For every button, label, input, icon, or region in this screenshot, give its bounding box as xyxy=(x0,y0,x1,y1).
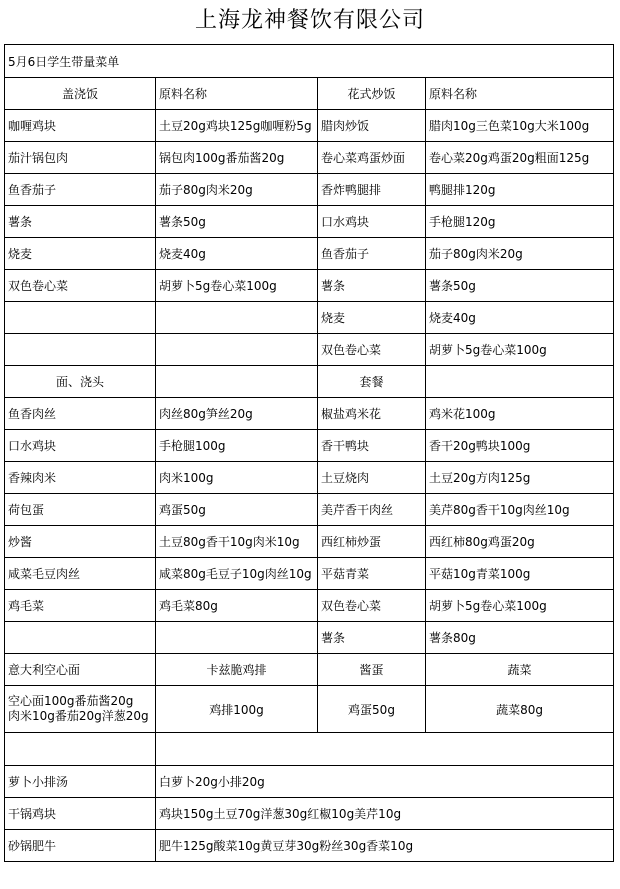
dish-name: 香炸鸭腿排 xyxy=(318,174,426,206)
table-row xyxy=(5,798,614,830)
dish-name: 茄汁锅包肉 xyxy=(5,142,156,174)
dish-ingredients: 咸菜80g毛豆子10g肉丝10g xyxy=(156,558,318,590)
dish-name xyxy=(5,622,156,654)
empty-cell xyxy=(156,366,318,398)
dish-name: 腊肉炒饭 xyxy=(318,110,426,142)
dish-name xyxy=(5,302,156,334)
dish-ingredients: 烧麦40g xyxy=(156,238,318,270)
special-header-veg: 蔬菜 xyxy=(426,654,614,686)
table-row xyxy=(5,238,614,270)
dish-name: 薯条 xyxy=(318,270,426,302)
table-row xyxy=(5,334,614,366)
dish-name: 口水鸡块 xyxy=(318,206,426,238)
dish-name xyxy=(5,334,156,366)
dish-name: 土豆烧肉 xyxy=(318,462,426,494)
dish-ingredients: 平菇10g青菜100g xyxy=(426,558,614,590)
dish-ingredients xyxy=(156,334,318,366)
dish-name: 鱼香茄子 xyxy=(318,238,426,270)
table-row xyxy=(5,622,614,654)
special-egg-value: 鸡蛋50g xyxy=(318,686,426,733)
dish-name: 西红柿炒蛋 xyxy=(318,526,426,558)
column-header-ingredients: 原料名称 xyxy=(156,78,318,110)
dish-ingredients xyxy=(156,302,318,334)
empty-cell xyxy=(426,366,614,398)
dish-name: 咸菜毛豆肉丝 xyxy=(5,558,156,590)
dish-name: 双色卷心菜 xyxy=(318,590,426,622)
dish-ingredients: 手枪腿120g xyxy=(426,206,614,238)
table-row xyxy=(5,174,614,206)
dish-ingredients: 卷心菜20g鸡蛋20g粗面125g xyxy=(426,142,614,174)
dish-name: 香辣肉米 xyxy=(5,462,156,494)
section-header-gaijiao: 盖浇饭 xyxy=(5,78,156,110)
dish-ingredients: 白萝卜20g小排20g xyxy=(156,766,614,798)
dish-ingredients: 腊肉10g三色菜10g大米100g xyxy=(426,110,614,142)
dish-ingredients: 肉丝80g笋丝20g xyxy=(156,398,318,430)
dish-ingredients: 西红柿80g鸡蛋20g xyxy=(426,526,614,558)
dish-ingredients: 土豆20g鸡块125g咖喱粉5g xyxy=(156,110,318,142)
pasta-line: 肉米10g番茄20g洋葱20g xyxy=(8,709,149,723)
table-row xyxy=(5,590,614,622)
dish-name: 鱼香茄子 xyxy=(5,174,156,206)
table-row xyxy=(5,526,614,558)
dish-ingredients: 胡萝卜5g卷心菜100g xyxy=(426,334,614,366)
dish-ingredients: 锅包肉100g番茄酱20g xyxy=(156,142,318,174)
dish-ingredients: 手枪腿100g xyxy=(156,430,318,462)
special-header-chicken: 卡兹脆鸡排 xyxy=(156,654,318,686)
dish-name: 口水鸡块 xyxy=(5,430,156,462)
table-row xyxy=(5,430,614,462)
menu-table xyxy=(4,44,614,862)
dish-name: 双色卷心菜 xyxy=(5,270,156,302)
dish-name: 荷包蛋 xyxy=(5,494,156,526)
dish-ingredients: 鸡毛菜80g xyxy=(156,590,318,622)
special-header-egg: 酱蛋 xyxy=(318,654,426,686)
empty-cell xyxy=(5,733,156,766)
menu-subtitle: 5月6日学生带量菜单 xyxy=(5,45,614,78)
dish-name: 烧麦 xyxy=(5,238,156,270)
dish-ingredients: 肉米100g xyxy=(156,462,318,494)
dish-ingredients: 薯条80g xyxy=(426,622,614,654)
dish-name: 薯条 xyxy=(318,622,426,654)
table-row xyxy=(5,206,614,238)
dish-ingredients: 肥牛125g酸菜10g黄豆芽30g粉丝30g香菜10g xyxy=(156,830,614,862)
table-row xyxy=(5,558,614,590)
dish-name: 烧麦 xyxy=(318,302,426,334)
table-row xyxy=(5,830,614,862)
dish-ingredients xyxy=(156,622,318,654)
dish-name: 干锅鸡块 xyxy=(5,798,156,830)
dish-ingredients: 薯条50g xyxy=(156,206,318,238)
dish-name: 萝卜小排汤 xyxy=(5,766,156,798)
dish-ingredients: 香干20g鸭块100g xyxy=(426,430,614,462)
dish-ingredients: 鸡块150g土豆70g洋葱30g红椒10g美芹10g xyxy=(156,798,614,830)
table-row xyxy=(5,110,614,142)
table-row xyxy=(5,398,614,430)
dish-ingredients: 土豆80g香干10g肉米10g xyxy=(156,526,318,558)
dish-name: 砂锅肥牛 xyxy=(5,830,156,862)
dish-ingredients: 薯条50g xyxy=(426,270,614,302)
dish-name: 美芹香干肉丝 xyxy=(318,494,426,526)
table-row xyxy=(5,302,614,334)
dish-name: 鱼香肉丝 xyxy=(5,398,156,430)
pasta-line: 空心面100g番茄酱20g xyxy=(8,694,134,708)
dish-ingredients: 茄子80g肉米20g xyxy=(426,238,614,270)
dish-name: 薯条 xyxy=(5,206,156,238)
dish-name: 咖喱鸡块 xyxy=(5,110,156,142)
table-row xyxy=(5,142,614,174)
dish-ingredients: 鸡蛋50g xyxy=(156,494,318,526)
dish-ingredients: 鸭腿排120g xyxy=(426,174,614,206)
section-header-mian: 面、浇头 xyxy=(5,366,156,398)
dish-name: 椒盐鸡米花 xyxy=(318,398,426,430)
section-header-taocan: 套餐 xyxy=(318,366,426,398)
column-header-ingredients: 原料名称 xyxy=(426,78,614,110)
dish-ingredients: 烧麦40g xyxy=(426,302,614,334)
dish-name: 双色卷心菜 xyxy=(318,334,426,366)
table-row xyxy=(5,494,614,526)
empty-cell xyxy=(156,733,614,766)
dish-ingredients: 胡萝卜5g卷心菜100g xyxy=(156,270,318,302)
dish-name: 香干鸭块 xyxy=(318,430,426,462)
page-title: 上海龙神餐饮有限公司 xyxy=(194,8,425,33)
special-veg-value: 蔬菜80g xyxy=(426,686,614,733)
dish-ingredients: 鸡米花100g xyxy=(426,398,614,430)
section-header-huashi: 花式炒饭 xyxy=(318,78,426,110)
table-row xyxy=(5,270,614,302)
table-row xyxy=(5,766,614,798)
dish-name: 卷心菜鸡蛋炒面 xyxy=(318,142,426,174)
dish-ingredients: 茄子80g肉米20g xyxy=(156,174,318,206)
dish-name: 炒酱 xyxy=(5,526,156,558)
special-header-pasta: 意大利空心面 xyxy=(5,654,156,686)
dish-name: 平菇青菜 xyxy=(318,558,426,590)
dish-name: 鸡毛菜 xyxy=(5,590,156,622)
dish-ingredients: 美芹80g香干10g肉丝10g xyxy=(426,494,614,526)
dish-ingredients: 土豆20g方肉125g xyxy=(426,462,614,494)
special-pasta-ingredients xyxy=(5,686,156,733)
table-row xyxy=(5,462,614,494)
special-chicken-value: 鸡排100g xyxy=(156,686,318,733)
dish-ingredients: 胡萝卜5g卷心菜100g xyxy=(426,590,614,622)
